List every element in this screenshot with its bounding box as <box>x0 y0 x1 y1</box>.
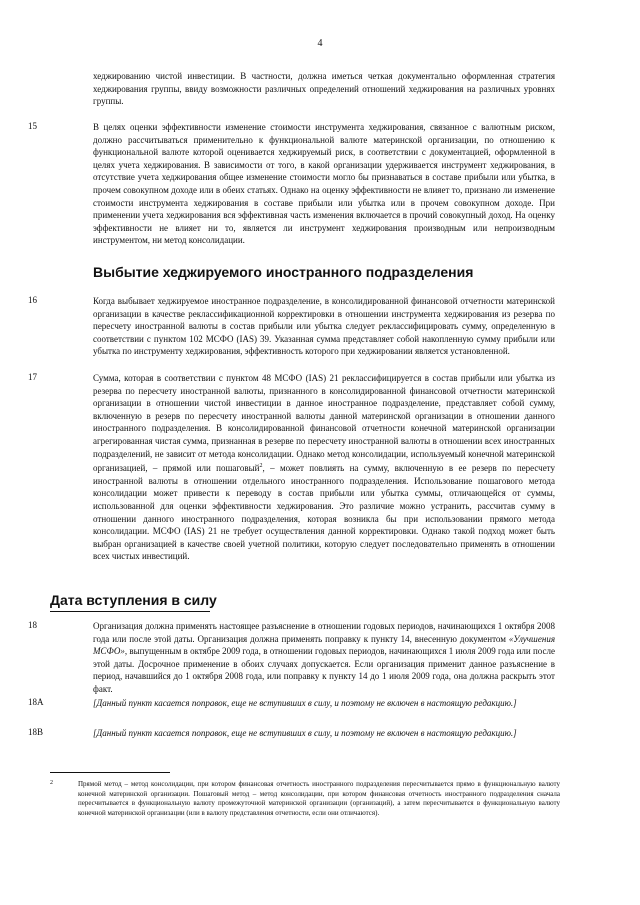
paragraph-number: 18A <box>28 697 44 707</box>
page-number: 4 <box>317 38 323 49</box>
footnote-reference: 2 <box>259 463 263 470</box>
paragraph-text: Когда выбывает хеджируемое иностранное подразделение, в консолидированной финансовой отчетности материнской организации в качестве реклассификационной корректировки в отношении инструмента хеджирования из резерва по пересчету иностранной валюты в состав прибыли или убытка следует реклассифицировать сумму, определенную в соответствии с пунктом 102 МСФО (IAS) 39. Указанная сумма представляет собой накопленную сумму прибыли или убытка по инструменту хеджирования, эффективность которого при хеджировании является установленной. <box>93 296 555 357</box>
paragraph-text <box>93 372 555 563</box>
text-part: Организация должна применять настоящее разъяснение в отношении годовых периодов, начинающихся 1 октября 2008 года или после этой даты. Организация должна применять поправку к пункту 14, внесенную документом <box>93 621 555 644</box>
footnote-separator <box>50 772 170 773</box>
text-before-footnote: Сумма, которая в соответствии с пунктом 48 МСФО (IAS) 21 реклассифицируется в состав прибыли или убытка из резерва по пересчету иностранной валюты, признанного в консолидированной финансовой отчетности материнской организации в отношении чистой инвестиции в данное иностранное подразделение, представляет собой сумму, включенную в резерв по пересчету иностранной валюты данной материнской организации в отношении данного иностранного подразделения. В консолидированной финансовой отчетности конечной материнской организации агрегированная чистая сумма, признанная в резерве по пересчету иностранной валюты в отношении всех иностранных подразделений, не зависит от метода консолидации. Однако метод консолидации, используемый конечной материнской организацией, – прямой или пошаговый <box>93 373 555 474</box>
paragraph-number: 17 <box>28 372 37 382</box>
document-title: «Улучшения МСФО» <box>93 633 555 657</box>
paragraph-number: 18B <box>28 727 44 737</box>
text-part: , выпущенным в октябре 2009 года, в отношении годовых периодов, начинающихся 1 июля 2009 года или после этой даты. Досрочное применение в обоих случаях допускается. Если организация применит данное разъяснение в период, начавшийся до 1 октября 2008 года, или поправку к пункту 14 до 1 июля 2009 года, она должна раскрыть этот факт. <box>93 646 555 694</box>
paragraph-number: 18 <box>28 620 37 630</box>
paragraph-number: 15 <box>28 121 37 131</box>
section-heading-disposal: Выбытие хеджируемого иностранного подразделения <box>93 264 474 280</box>
paragraph-text: [Данный пункт касается поправок, еще не вступивших в силу, и поэтому не включен в настоящую редакцию.] <box>93 698 517 708</box>
heading-underline <box>50 611 210 612</box>
paragraph-text: [Данный пункт касается поправок, еще не вступивших в силу, и поэтому не включен в настоящую редакцию.] <box>93 728 517 738</box>
paragraph-number: 16 <box>28 295 37 305</box>
footnote-text: Прямой метод – метод консолидации, при котором финансовая отчетность иностранного подразделения пересчитывается прямо в функциональную валюту конечной материнской организации. Пошаговый метод – метод консолидации, при котором финансовая отчетность иностранного подразделения сначала пересчитывается в функциональную валюту промежуточной материнской организации (организаций), а затем пересчитывается в функциональную валюту конечной материнской организации (или в валюту представления отчетности, если они отличаются). <box>78 780 560 817</box>
continuation-paragraph <box>93 70 555 108</box>
footnote-mark: 2 <box>50 780 53 786</box>
continuation-text: хеджированию чистой инвестиции. В частности, должна иметься четкая документально оформленная стратегия хеджирования группы, ввиду возможности различных определений отношений хеджирования на различных уровнях группы. <box>93 71 555 107</box>
text-after-footnote: , – может повлиять на сумму, включенную в ее резерв по пересчету иностранной валюты в отношении отдельного иностранного подразделения. Использование пошагового метода консолидации может привести к переводу в состав прибыли или убытка суммы, отличающейся от суммы, использованной для оценки эффективности хеджирования. Это различие можно устранить, рассчитав сумму в отношении данного иностранного подразделения, которая возникла бы при использовании прямого метода консолидации. МСФО (IAS) 21 не требует осуществления данной корректировки. Однако такой подход может быть выбран организацией в качестве своей учетной политики, которую следует последовательно применять в отношении всех чистых инвестиций. <box>93 463 555 562</box>
paragraph-text <box>93 620 555 696</box>
section-heading-effective-date: Дата вступления в силу <box>50 592 217 608</box>
paragraph-text: В целях оценки эффективности изменение стоимости инструмента хеджирования, связанное с валютным риском, должно рассчитываться применительно к функциональной валюте материнской организации, по отношению к функциональной валюте которой оценивается хеджируемый риск, в соответствии с документацией, оформленной в целях учета хеджирования. В зависимости от того, в какой организации удерживается инструмент хеджирования, в отсутствие учета хеджирования общее изменение стоимости могло бы признаваться в составе прибыли или убытка, в прочем совокупном доходе или в обеих статьях. Однако на оценку эффективности не влияет то, признано ли изменение стоимости инструмента хеджирования в составе прибыли или убытка или в прочем совокупном доходе. При применении учета хеджирования вся эффективная часть изменения включается в прочий совокупный доход. На оценку эффективности не влияет ни то, является ли инструмент хеджирования производным или непроизводным инструментом, ни метод консолидации. <box>93 122 555 246</box>
